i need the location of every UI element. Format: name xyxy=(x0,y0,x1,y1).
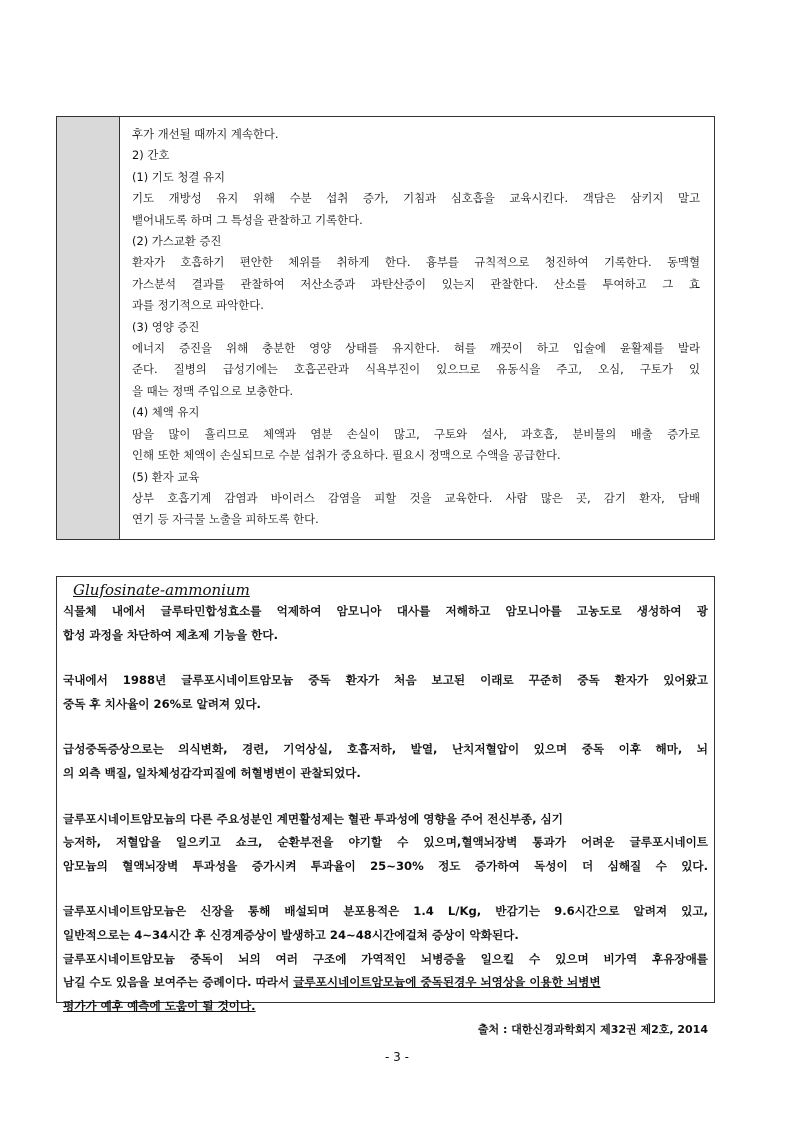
paragraph-line: 식물체 내에서 글루타민합성효소를 억제하여 암모니아 대사를 저해하고 암모니아를 고농도로 생성하여 광 xyxy=(63,604,708,618)
care-line: 가스분석 결과를 관찰하여 저산소증과 과탄산증이 있는지 관찰한다. 산소를 투여하고 그 효 xyxy=(132,276,700,291)
paragraph-line: 급성중독증상으로는 의식변화, 경련, 기억상실, 호흡저하, 발열, 난치저혈압이 있으며 중독 이후 해마, 뇌 xyxy=(63,742,708,757)
care-subheading: (3) 영양 증진 xyxy=(132,319,200,334)
paragraph-line: 글루포시네이트암모늄의 다른 주요성분인 계면활성제는 혈관 투과성에 영향을 주어 전신부종, 심기 xyxy=(63,811,563,826)
paragraph-line: 일반적으로는 4~34시간 후 신경계증상이 발생하고 24~48시간에걸쳐 증상이 악화된다. xyxy=(63,927,519,942)
care-line: 준다. 질병의 급성기에는 호흡곤란과 식욕부진이 있으므로 유동식을 주고, 오심, 구토가 있 xyxy=(132,362,700,377)
box-title: Glufosinate-ammonium xyxy=(73,581,250,599)
paragraph-line: 암모늄의 혈액뇌장벽 투과성을 증가시켜 투과율이 25~30% 정도 증가하여 독성이 더 심해질 수 있다. xyxy=(63,858,708,873)
care-table-label-cell xyxy=(57,117,120,539)
glufosinate-info-box xyxy=(56,576,715,1037)
care-line: 을 때는 정맥 주입으로 보충한다. xyxy=(132,383,294,398)
care-line: 땀을 많이 흘리므로 체액과 염분 손실이 많고, 구토와 설사, 과호흡, 분비물의 배출 증가로 xyxy=(132,426,700,441)
care-line: 환자가 호흡하기 편안한 체위를 취하게 한다. 흉부를 규칙적으로 청진하여 기록한다. 동맥혈 xyxy=(132,255,700,270)
care-heading: 2) 간호 xyxy=(132,148,170,163)
paragraph-line: 국내에서 1988년 글루포시네이트암모늄 중독 환자가 처음 보고된 이래로 꾸준히 중독 환자가 있어왔고 xyxy=(63,673,708,688)
paragraph-line: 합성 과정을 차단하여 제초제 기능을 한다. xyxy=(63,627,278,642)
care-table-content xyxy=(120,117,714,539)
paragraph-line: 중독 후 치사율이 26%로 알려져 있다. xyxy=(63,696,261,711)
care-subheading: (1) 기도 청결 유지 xyxy=(132,169,226,184)
care-line: 후가 개선될 때까지 계속한다. xyxy=(132,127,279,141)
paragraph-line xyxy=(63,971,708,995)
care-line: 인해 또한 체액이 손실되므로 수분 섭취가 중요하다. 필요시 정맥으로 수액을 공급한다. xyxy=(132,448,561,463)
paragraph-line xyxy=(63,995,708,1019)
care-line: 에너지 증진을 위해 충분한 영양 상태를 유지한다. 혀를 깨끗이 하고 입술에 윤활제를 발라 xyxy=(132,341,700,356)
care-line: 과를 정기적으로 파악한다. xyxy=(132,298,264,313)
care-table xyxy=(56,116,715,540)
underlined-text: 글루포시네이트암모늄에 중독된경우 뇌영상을 이용한 뇌병변 xyxy=(293,975,601,990)
paragraph-line: 글루포시네이트암모늄은 신장을 통해 배설되며 분포용적은 1.4 L/Kg, 반감기는 9.6시간으로 알려져 있고, xyxy=(63,904,708,919)
paragraph-line: 의 외측 백질, 일차체성감각피질에 허혈병변이 관찰되었다. xyxy=(63,765,361,780)
care-subheading: (5) 환자 교육 xyxy=(132,469,200,484)
care-line: 연기 등 자극물 노출을 피하도록 한다. xyxy=(132,512,319,527)
page-number: - 3 - xyxy=(385,1050,409,1064)
care-line: 기도 개방성 유지 위해 수분 섭취 증가, 기침과 심호흡을 교육시킨다. 객담은 삼키지 말고 xyxy=(132,191,700,206)
text-segment: 남길 수도 있음을 보여주는 증례이다. 따라서 xyxy=(63,975,294,990)
care-subheading: (2) 가스교환 증진 xyxy=(132,234,222,249)
care-line: 뱉어내도록 하며 그 특성을 관찰하고 기록한다. xyxy=(132,212,363,227)
source-citation: 출처 : 대한신경과학회지 제32권 제2호, 2014 xyxy=(477,1023,708,1037)
care-line: 상부 호흡기계 감염과 바이러스 감염을 피할 것을 교육한다. 사람 많은 곳, 감기 환자, 담배 xyxy=(132,490,700,505)
care-subheading: (4) 체액 유지 xyxy=(132,405,200,420)
paragraph-line: 글루포시네이트암모늄 중독이 뇌의 여러 구조에 가역적인 뇌병증을 일으킬 수 있으며 비가역 후유장애를 xyxy=(63,951,708,966)
underlined-text: 평가가 예후 예측에 도움이 될 것이다. xyxy=(63,998,256,1013)
paragraph-line: 능저하, 저혈압을 일으키고 쇼크, 순환부전을 야기할 수 있으며,혈액뇌장벽 통과가 어려운 글루포시네이트 xyxy=(63,835,708,850)
